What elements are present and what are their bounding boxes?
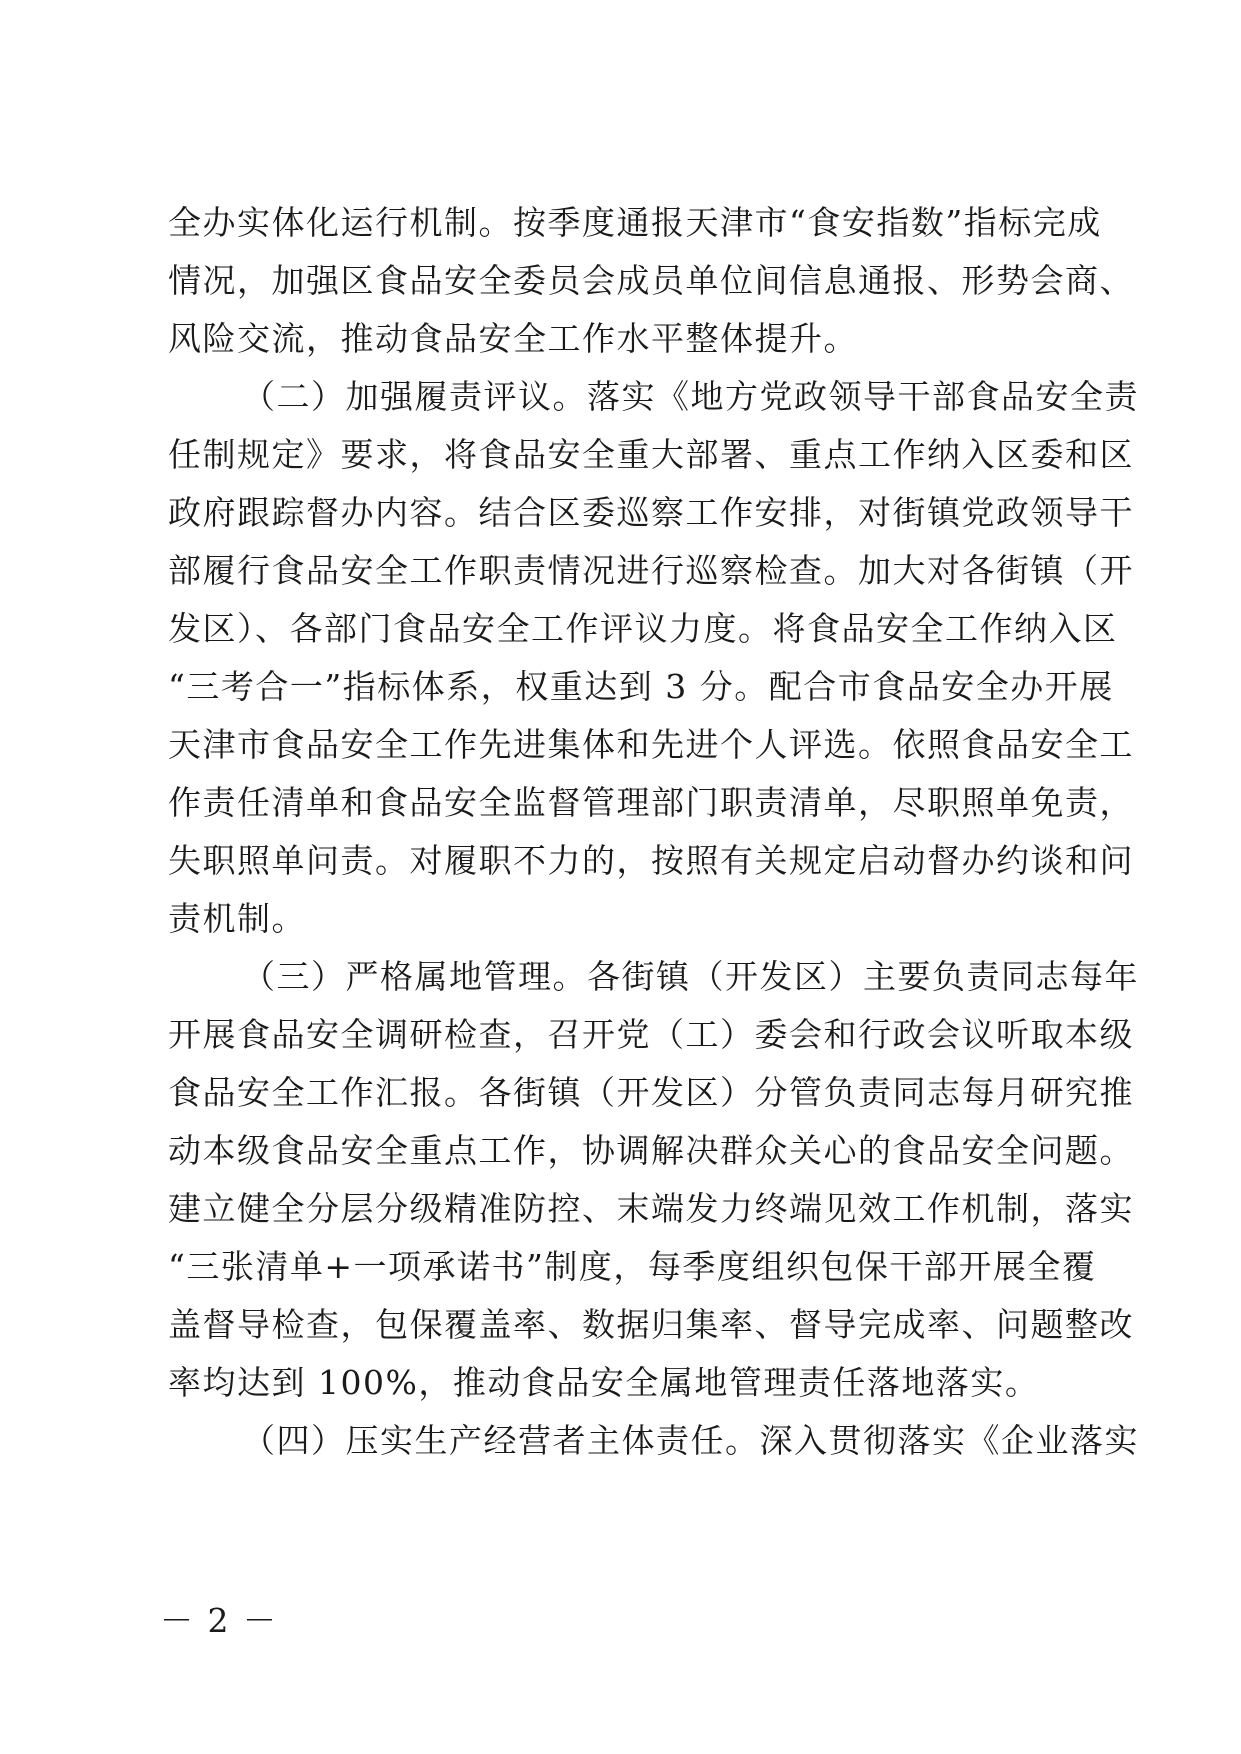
text-line: 责机制。 [168, 899, 306, 938]
text-line: “三张清单+一项承诺书”制度，每季度组织包保干部开展全覆 [168, 1247, 1097, 1286]
text-line: 失职照单问责。对履职不力的，按照有关规定启动督办约谈和问 [168, 841, 1134, 880]
text-line: 部履行食品安全工作职责情况进行巡察检查。加大对各街镇（开 [168, 551, 1134, 590]
paragraph-heading-3: （三）严格属地管理。各街镇（开发区）主要负责同志每年 [242, 957, 1139, 996]
text-line: 任制规定》要求，将食品安全重大部署、重点工作纳入区委和区 [168, 435, 1134, 474]
paragraph-heading-4: （四）压实生产经营者主体责任。深入贯彻落实《企业落实 [242, 1421, 1139, 1460]
text-line: “三考合一”指标体系，权重达到 3 分。配合市食品安全办开展 [168, 667, 1114, 706]
text-line: 政府跟踪督办内容。结合区委巡察工作安排，对街镇党政领导干 [168, 493, 1134, 532]
text-line: 情况，加强区食品安全委员会成员单位间信息通报、形势会商、 [168, 261, 1134, 300]
text-line: 发区）、各部门食品安全工作评议力度。将食品安全工作纳入区 [168, 609, 1118, 648]
text-line: 盖督导检查，包保覆盖率、数据归集率、督导完成率、问题整改 [168, 1305, 1134, 1344]
text-line: 食品安全工作汇报。各街镇（开发区）分管负责同志每月研究推 [168, 1073, 1134, 1112]
text-line: 率均达到 100%，推动食品安全属地管理责任落地落实。 [168, 1363, 1040, 1402]
text-line: 天津市食品安全工作先进集体和先进个人评选。依照食品安全工 [168, 725, 1134, 764]
text-line: 建立健全分层分级精准防控、末端发力终端见效工作机制，落实 [168, 1189, 1134, 1228]
paragraph-heading-2: （二）加强履责评议。落实《地方党政领导干部食品安全责 [242, 377, 1139, 416]
text-line: 全办实体化运行机制。按季度通报天津市“食安指数”指标完成 [168, 203, 1102, 242]
text-line: 开展食品安全调研检查，召开党（工）委会和行政会议听取本级 [168, 1015, 1134, 1054]
text-line: 动本级食品安全重点工作，协调解决群众关心的食品安全问题。 [168, 1131, 1134, 1170]
text-line: 风险交流，推动食品安全工作水平整体提升。 [168, 319, 858, 358]
page-number: － 2 － [160, 1601, 278, 1640]
text-line: 作责任清单和食品安全监督管理部门职责清单，尽职照单免责， [168, 783, 1134, 822]
